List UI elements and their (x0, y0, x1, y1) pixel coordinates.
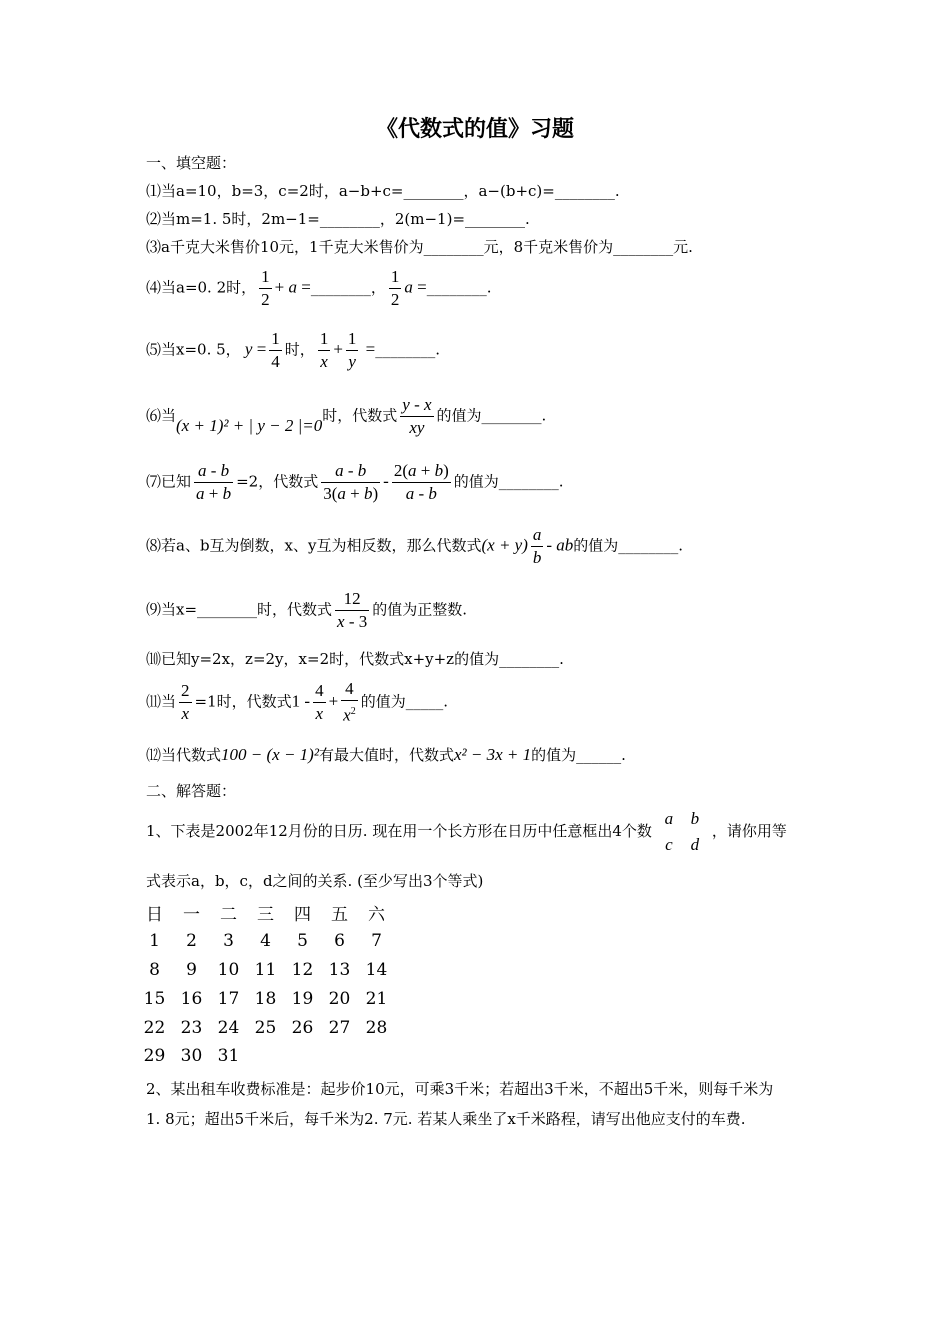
calendar-day: 25 (254, 1017, 277, 1038)
calendar-day: 21 (365, 988, 388, 1009)
question-5: ⑸当x=0. 5， y = $\frac{1}{4}$ 时， $\frac{1}{x}$ + $\frac{1}{y}$ =________. (146, 329, 441, 371)
calendar-day: 18 (254, 988, 277, 1009)
weekday-header: 一 (183, 904, 200, 925)
question-6: ⑹当(x + 1)² + | y − 2 |=0时，代数式 $\frac{y - x}{xy}$ 的值为________. (146, 395, 547, 437)
weekday-header: 二 (220, 904, 237, 925)
calendar-day: 14 (365, 959, 388, 980)
calendar-day: 16 (180, 988, 203, 1009)
calendar-day (247, 1042, 284, 1071)
question-12: ⑿当代数式100 − (x − 1)²有最大值时，代数式x² − 3x + 1的值为______. (146, 745, 626, 764)
question-3: ⑶a千克大米售价10元，1千克大米售价为________元，8千克米售价为________元. (146, 238, 693, 256)
calendar-day: 29 (143, 1046, 166, 1067)
section-heading-fill-in: 一、填空题： (146, 154, 237, 172)
fraction-12-over-x-minus-3: $\frac{12}{x - 3}$ (337, 589, 368, 631)
fraction-given: $\frac{a - b}{a + b}$ (196, 461, 232, 503)
calendar-day: 28 (365, 1017, 388, 1038)
weekday-header: 六 (368, 904, 385, 925)
calendar-day: 10 (217, 959, 240, 980)
calendar-day: 26 (291, 1017, 314, 1038)
fraction-two-over-x: $\frac{2}{x}$ (181, 680, 190, 723)
question-1: ⑴当a=10，b=3，c=2时，a−b+c=________，a−(b+c)=________. (146, 182, 620, 200)
weekday-header: 四 (294, 904, 311, 925)
page-title: 《代数式的值》习题 (375, 117, 574, 142)
calendar-day: 8 (149, 959, 160, 980)
fraction-four-over-x-squared: $\frac{4}{x^2}$ (343, 679, 356, 725)
calendar-day (284, 1042, 321, 1071)
question-9: ⑼当x=________时，代数式 $\frac{12}{x - 3}$ 的值为正整数. (146, 589, 468, 631)
question-11: ⑾当 $\frac{2}{x}$ =1时，代数式1 - $\frac{4}{x}$ + $\frac{4}{x^2}$ 的值为_____. (146, 679, 448, 725)
fraction-expr-1: $\frac{a - b}{3(a + b)}$ (323, 461, 379, 503)
problem-2-line-1: 2、某出租车收费标准是：起步价10元，可乘3千米；若超出3千米，不超出5千米，则每千米为 (146, 1080, 774, 1098)
calendar-header-row (136, 898, 395, 927)
calendar-day: 4 (260, 931, 271, 952)
problem-1-line-1: 1、下表是2002年12月份的日历. 现在用一个长方形在日历中任意框出4个数a b c d，请你用等 (146, 806, 787, 858)
calendar-row (136, 1013, 395, 1042)
question-8: ⑻若a、b互为倒数，x、y互为相反数，那么代数式(x + y) $\frac{a}{b}$ - ab的值为________. (146, 525, 684, 567)
calendar-day (321, 1042, 358, 1071)
question-2: ⑵当m=1. 5时，2m−1=________，2(m−1)=________. (146, 210, 530, 228)
fraction-quarter: $\frac{1}{4}$ (271, 329, 280, 371)
calendar-day: 3 (223, 931, 234, 952)
weekday-header: 日 (146, 904, 163, 925)
fraction-one-over-y: $\frac{1}{y}$ (347, 329, 357, 371)
calendar-day: 12 (291, 959, 314, 980)
fraction-one-over-x: $\frac{1}{x}$ (319, 329, 329, 371)
fraction-y-minus-x-over-xy: $\frac{y - x}{xy}$ (402, 395, 432, 437)
problem-2-line-2: 1. 8元；超出5千米后，每千米为2. 7元. 若某人乘坐了x千米路程，请写出他应支付的车费. (146, 1110, 746, 1128)
question-10: ⑽已知y=2x，z=2y，x=2时，代数式x+y+z的值为________. (146, 650, 564, 668)
calendar-row (136, 984, 395, 1013)
weekday-header: 五 (331, 904, 348, 925)
calendar-day: 1 (149, 931, 160, 952)
calendar-day: 9 (186, 959, 197, 980)
four-number-box: a b c d (664, 809, 700, 854)
calendar-day: 31 (217, 1046, 240, 1067)
fraction-half: $\frac{1}{2}$ (390, 267, 400, 309)
fraction-four-over-x: $\frac{4}{x}$ (315, 680, 324, 723)
calendar-day: 6 (334, 931, 345, 952)
calendar-day: 24 (217, 1017, 240, 1038)
calendar-day: 20 (328, 988, 351, 1009)
problem-1-line-2: 式表示a，b，c，d之间的关系. (至少写出3个等式) (146, 872, 484, 890)
calendar-row (136, 927, 395, 956)
weekday-header: 三 (257, 904, 274, 925)
calendar-day (358, 1042, 395, 1071)
december-calendar (136, 898, 395, 1071)
calendar-day: 2 (186, 931, 197, 952)
calendar-row (136, 956, 395, 985)
question-4: ⑷当a=0. 2时， $\frac{1}{2}$ + a =________， $\frac{1}{2}$ a =________. (146, 267, 492, 309)
calendar-day: 22 (143, 1017, 166, 1038)
fraction-a-over-b: $\frac{a}{b}$ (532, 525, 542, 567)
question-7: ⑺已知 $\frac{a - b}{a + b}$ =2，代数式 $\frac{a - b}{3(a + b)}$ - $\frac{2(a + b)}{a - b}$ 的值为________. (146, 461, 564, 503)
calendar-day: 30 (180, 1046, 203, 1067)
calendar-day: 13 (328, 959, 351, 980)
calendar-day: 27 (328, 1017, 351, 1038)
calendar-day: 19 (291, 988, 314, 1009)
calendar-day: 23 (180, 1017, 203, 1038)
calendar-day: 7 (371, 931, 382, 952)
calendar-day: 5 (297, 931, 308, 952)
calendar-row (136, 1042, 395, 1071)
fraction-expr-2: $\frac{2(a + b)}{a - b}$ (393, 461, 449, 503)
section-heading-solve: 二、解答题： (146, 782, 237, 800)
calendar-day: 17 (217, 988, 240, 1009)
calendar-day: 15 (143, 988, 166, 1009)
calendar-day: 11 (254, 959, 277, 980)
fraction-half: $\frac{1}{2}$ (261, 267, 270, 309)
